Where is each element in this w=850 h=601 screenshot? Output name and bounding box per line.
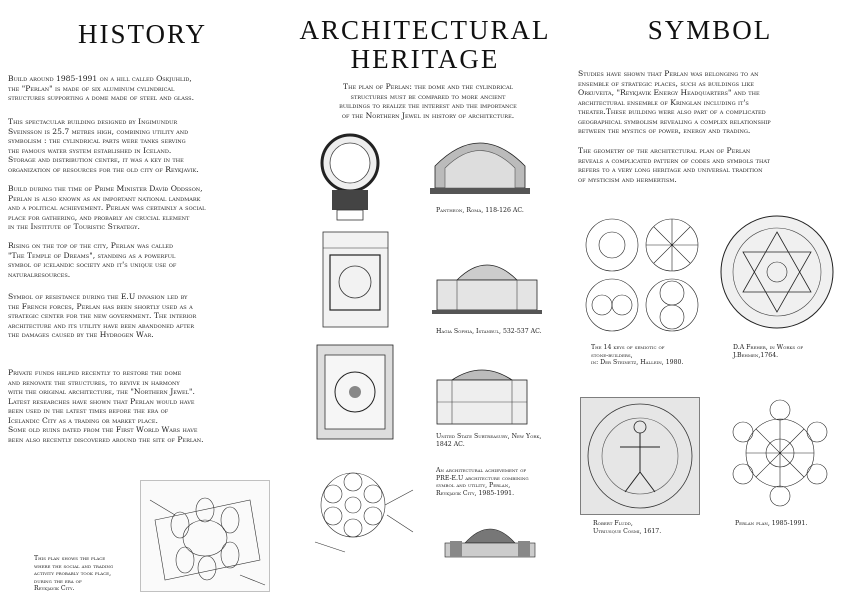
perlan-achievement-caption: An architectural achievement of PRE-E.U architecture combining symbol and utility, Perlan, Reykjavik City, 1985-1991. — [436, 467, 529, 497]
fludd-caption: Robert Fludd, Utriusque Cosmi, 1617. — [593, 520, 662, 535]
heritage-intro: The plan of Perlan: the dome and the cylindrical structures must be compared to more ancient buildings to realize the interest and the importance of the Northern Jewel in history of architecture. — [339, 82, 517, 120]
perlan-site-plan-drawing — [305, 460, 415, 555]
freher-diagram — [718, 210, 836, 335]
perlan-geometric-plan-diagram — [725, 398, 835, 508]
history-plan-caption: This plan shows the place where the social and trading activity probably took place, during the era of Reykjavik City. — [34, 555, 114, 593]
freher-caption: D.A Freher, in Works of J.Behmen,1764. — [733, 344, 804, 359]
history-paragraph-4: Rising on the top of the city, Perlan was called "The Temple of Dreams", standing as a powerful symbol of icelandic society and it's unique use of naturalresources. — [8, 241, 177, 279]
hagia-sophia-caption: Hagia Sophia, Istanbul, 532-537 AC. — [436, 328, 542, 335]
fludd-cosmi-diagram — [580, 397, 700, 515]
hagia-sophia-plan-drawing — [318, 230, 393, 330]
pantheon-section-drawing — [430, 128, 530, 196]
fourteen-keys-caption: The 14 keys of semiotic of stone-builders, in: Der Steinetz, Hallein, 1980. — [591, 344, 684, 367]
symbol-title: SYMBOL — [647, 15, 773, 45]
history-paragraph-6: Private funds helped recently to restore the dome and renovate the structures, to revive in harmony with the original architecture, the "Northern Jewel". Latest researches have shown that Perlan would have been used in the latest times before the era of Icelandic City as a trading or market place. Some old ruins dated from the First World Wars have been also recently discovered around the site of Perlan. — [8, 368, 204, 444]
trading-place-plan-drawing — [140, 480, 270, 592]
hagia-sophia-elevation-drawing — [432, 250, 542, 315]
subtreasury-section-drawing — [432, 360, 532, 428]
perlan-plan-caption: Perlan plan, 1985-1991. — [735, 520, 808, 527]
history-paragraph-2: This spectacular building designed by Ingimundur Sveinsson is 25.7 metres high, combining utility and symbolism : the cylindrical parts were tanks serving the famous water system established in Iceland. Storage and distribution centre, it was a key in the organization of resources for the old city of Reykjavik. — [8, 117, 199, 174]
subtreasury-plan-drawing — [315, 343, 395, 441]
pantheon-plan-drawing — [310, 128, 390, 223]
history-title: HISTORY — [77, 19, 208, 49]
symbol-paragraph-1: Studies have shown that Perlan was belonging to an ensemble of strategic places, such as buildings like Orkuveita, "Reykjavik Energy Headquarters" and the architectural ensemble of Kringlan including it's theater.These building were also part of a complicated geographical symbolism revealing a complex relationship between the mystics of power, energy and trading. — [578, 69, 771, 135]
subtreasury-caption: United State Subtreasury, New York, 1842 AC. — [436, 433, 542, 448]
heritage-title-line2: HERITAGE — [350, 44, 500, 74]
history-paragraph-1: Build around 1985-1991 on a hill called Oskjuhlid, the "Perlan" is made of six aluminum cylindrical structures supporting a dome made of steel and glass. — [8, 74, 195, 102]
pantheon-caption: Pantheon, Roma, 118-126 AC. — [436, 207, 524, 214]
history-paragraph-3: Build during the time of Prime Minister Davíð Oddsson, Perlan is also known as an important national landmark and a political achievement. Perlan was certainly a social place for gathering, and probably an crucial element in the Institute of Touristic Strategy. — [8, 184, 206, 231]
symbol-paragraph-2: The geometry of the architectural plan of Perlan reveals a complicated pattern of codes and symbols that refers to a very long heritage and universal tradition of mysticism and hermertism. — [578, 146, 771, 184]
history-paragraph-5: Symbol of resistance during the E.U invasion led by the French forces, Perlan has been shortly used as a strategic center for the new government. The interior architecture and its utility have been abandoned after the damages caused by the Hydrogen War. — [8, 292, 197, 339]
heritage-title-line1: ARCHITECTURAL — [299, 15, 551, 45]
perlan-section-drawing — [430, 515, 550, 560]
fourteen-keys-diagram — [582, 215, 702, 335]
